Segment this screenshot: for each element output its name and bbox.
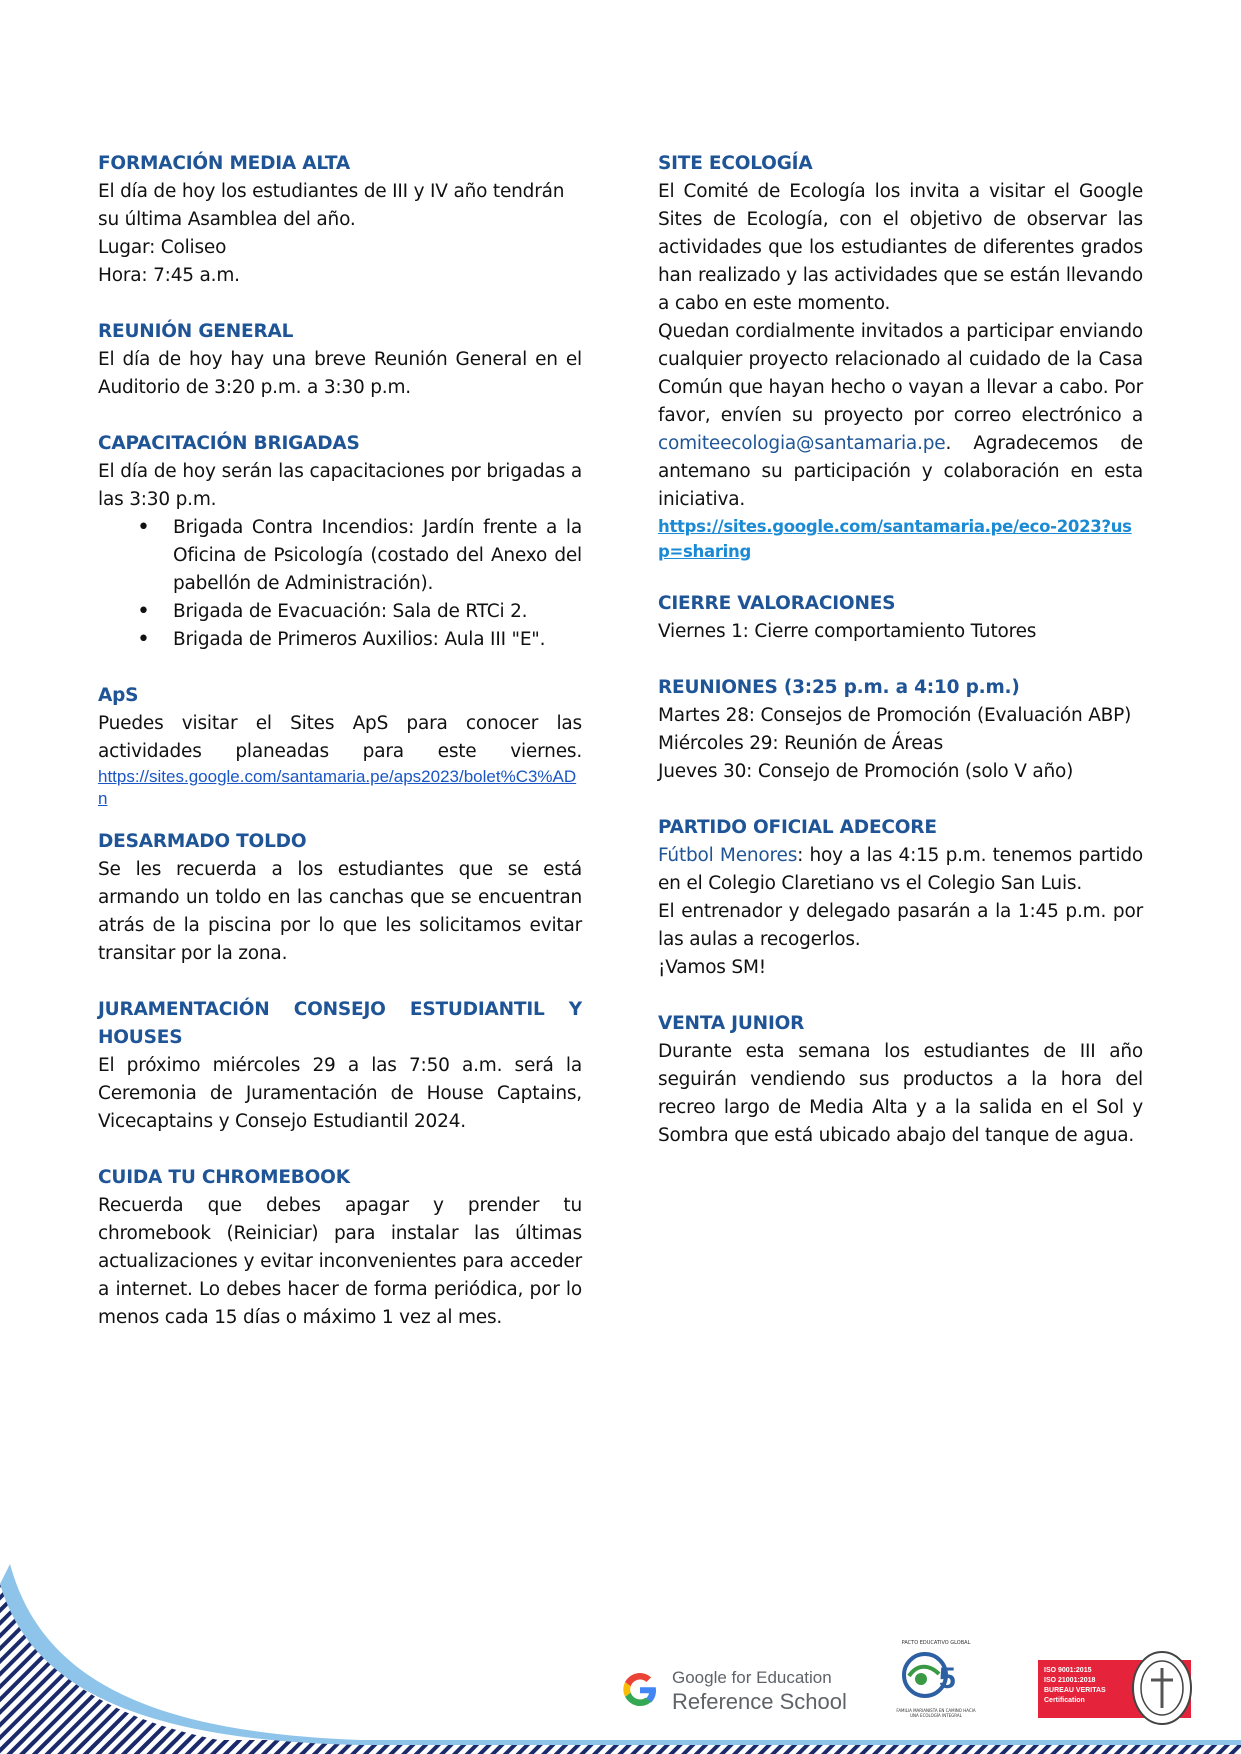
section-site-ecologia [658, 150, 1143, 564]
section-title-cont: HOUSES [98, 1027, 183, 1048]
text-run: Quedan cordialmente invitados a participar enviando cualquier proyecto relacionado al cuidado de la Casa Común que hayan hecho o vayan a llevar a cabo. Por favor, envíen su proyecto por correo electrónico a [658, 321, 1143, 426]
pacto-educativo-logo [895, 1640, 977, 1718]
bv-line: Certification [1044, 1697, 1085, 1704]
section-venta-junior [658, 1010, 1143, 1150]
section-text: El día de hoy hay una breve Reunión General en el Auditorio de 3:20 p.m. a 3:30 p.m. [98, 349, 582, 398]
bv-line: BUREAU VERITAS [1044, 1687, 1106, 1694]
section-text [658, 318, 1143, 514]
section-text: Durante esta semana los estudiantes de III año seguirán vendiendo sus productos a la hora del recreo largo de Media Alta y a la salida en el Sol y Sombra que está ubicado abajo del tanque de agua. [658, 1041, 1143, 1146]
section-title: PARTIDO OFICIAL ADECORE [658, 817, 937, 838]
list-item: • Brigada Contra Incendios: Jardín frente a la Oficina de Psicología (costado del Anexo del pabellón de Administración). [173, 514, 582, 598]
bv-text [1044, 1666, 1106, 1706]
futbol-menores-label: Fútbol Menores [658, 845, 798, 866]
eco-site-link[interactable]: https://sites.google.com/santamaria.pe/eco-2023?usp=sharing [658, 517, 1132, 561]
pacto-emblem-icon [895, 1646, 977, 1704]
section-text: Viernes 1: Cierre comportamiento Tutores [658, 621, 1037, 642]
section-text: Lugar: Coliseo [98, 237, 227, 258]
email-link[interactable]: comiteecologia@santamaria.pe [658, 433, 946, 454]
aps-link[interactable]: https://sites.google.com/santamaria.pe/aps2023/bolet%C3%ADn [98, 767, 577, 808]
section-title: REUNIONES (3:25 p.m. a 4:10 p.m.) [658, 677, 1020, 698]
list-item: • Brigada de Evacuación: Sala de RTCi 2. [173, 598, 582, 626]
list-item: • Brigada de Primeros Auxilios: Aula III "E". [173, 626, 582, 654]
section-text: El próximo miércoles 29 a las 7:50 a.m. será la Ceremonia de Juramentación de House Captains, Vicecaptains y Consejo Estudiantil 2024. [98, 1055, 582, 1132]
section-title: FORMACIÓN MEDIA ALTA [98, 153, 351, 174]
bureau-veritas-seal [1131, 1650, 1193, 1726]
section-capacitacion-brigadas [98, 430, 582, 654]
section-text: El Comité de Ecología los invita a visitar el Google Sites de Ecología, con el objetivo de observar las actividades que los estudiantes de diferentes grados han realizado y las actividades que se están llevando a cabo en este momento. [658, 181, 1143, 314]
section-text: Martes 28: Consejos de Promoción (Evaluación ABP) [658, 705, 1132, 726]
text-run: : hoy a las 4:15 p.m. tenemos partido en el Colegio Claretiano vs el Colegio San Luis. [658, 845, 1143, 894]
section-title: JURAMENTACIÓN CONSEJO ESTUDIANTIL Y [98, 999, 582, 1020]
footer-decoration [0, 1544, 1241, 1754]
bv-line: ISO 21001:2018 [1044, 1677, 1096, 1684]
section-partido-adecore [658, 814, 1143, 982]
section-text: El día de hoy serán las capacitaciones por brigadas a las 3:30 p.m. [98, 461, 582, 510]
section-formacion-media-alta [98, 150, 582, 290]
section-title: VENTA JUNIOR [658, 1013, 805, 1034]
brigadas-list [98, 514, 582, 654]
google-line-2: Reference School [672, 1689, 847, 1714]
section-text: El entrenador y delegado pasarán a la 1:45 p.m. por las aulas a recogerlos. [658, 901, 1143, 950]
section-title: CIERRE VALORACIONES [658, 593, 896, 614]
bv-line: ISO 9001:2015 [1044, 1667, 1092, 1674]
section-desarmado-toldo [98, 828, 582, 968]
footer [0, 1544, 1241, 1754]
section-title: REUNIÓN GENERAL [98, 321, 294, 342]
section-text: Puedes visitar el Sites ApS para conocer las actividades planeadas para este viernes. [98, 713, 582, 762]
text-run: . Agradecemos de antemano su participación y colaboración en esta iniciativa. [658, 433, 1143, 510]
section-juramentacion [98, 996, 582, 1136]
svg-text:5: 5 [939, 1662, 956, 1695]
section-text: Jueves 30: Consejo de Promoción (solo V año) [658, 761, 1074, 782]
section-title: CAPACITACIÓN BRIGADAS [98, 433, 360, 454]
pacto-bottom-text: FAMILIA MARIANISTA EN CAMINO HACIA UNA ECOLOGÍA INTEGRAL [896, 1708, 976, 1718]
section-cierre-valoraciones [658, 590, 1143, 646]
section-text: Miércoles 29: Reunión de Áreas [658, 733, 944, 754]
google-line-1: Google for Education [672, 1668, 832, 1687]
section-text: Recuerda que debes apagar y prender tu chromebook (Reiniciar) para instalar las últimas actualizaciones y evitar inconvenientes para acceder a internet. Lo debes hacer de forma periódica, por lo menos cada 15 días o máximo 1 vez al mes. [98, 1195, 582, 1328]
section-cuida-chromebook [98, 1164, 582, 1332]
google-g-icon [620, 1670, 660, 1710]
bureau-veritas-logo [1038, 1660, 1191, 1718]
google-reference-school-logo [620, 1666, 847, 1714]
section-title: CUIDA TU CHROMEBOOK [98, 1167, 350, 1188]
pacto-top-text: PACTO EDUCATIVO GLOBAL [901, 1640, 971, 1646]
section-reuniones [658, 674, 1143, 786]
section-reunion-general [98, 318, 582, 402]
section-title: SITE ECOLOGÍA [658, 153, 813, 174]
stripe-wave [0, 1584, 340, 1754]
section-text: Hora: 7:45 a.m. [98, 265, 240, 286]
section-title: DESARMADO TOLDO [98, 831, 307, 852]
section-aps [98, 682, 582, 810]
right-column [658, 150, 1143, 1178]
section-text: El día de hoy los estudiantes de III y IV año tendrán su última Asamblea del año. [98, 181, 565, 230]
left-column [98, 150, 582, 1360]
section-title: ApS [98, 685, 139, 706]
section-text: Se les recuerda a los estudiantes que se está armando un toldo en las canchas que se encuentran atrás de la piscina por lo que les solicitamos evitar transitar por la zona. [98, 859, 582, 964]
google-text [672, 1666, 847, 1714]
section-text: ¡Vamos SM! [658, 957, 766, 978]
section-text [658, 842, 1143, 898]
